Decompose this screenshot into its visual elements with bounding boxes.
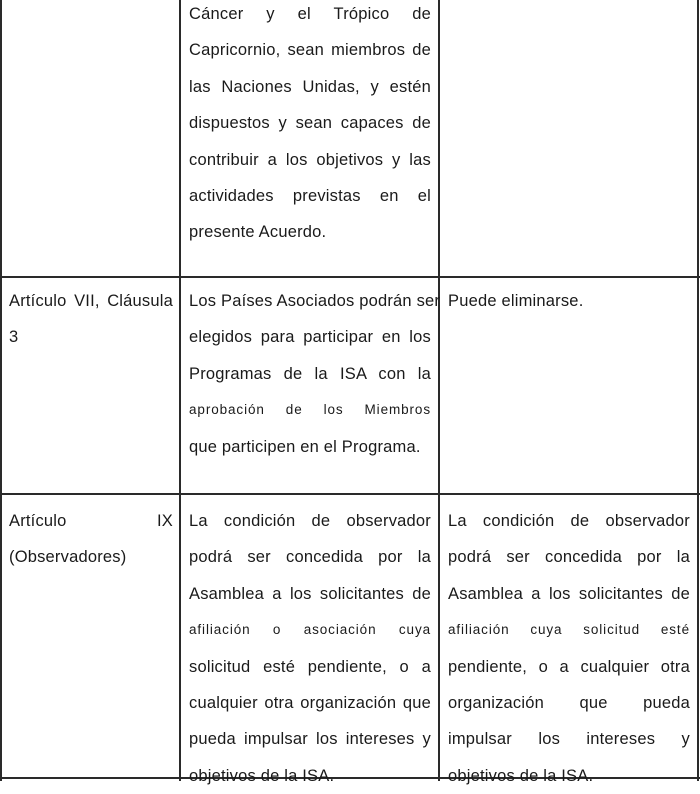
- row-1-text-cell: [189, 0, 431, 251]
- article-label: 3: [9, 328, 19, 347]
- text-line: Cáncer y el Trópico de: [189, 5, 431, 23]
- text-line: contribuir a los objetivos y las: [189, 150, 431, 169]
- text-line: Asamblea a los solicitantes de: [189, 584, 431, 603]
- row-2-original-text-cell: [189, 283, 441, 465]
- text-line: Puede eliminarse.: [448, 292, 584, 310]
- row-2-proposal-cell: [448, 283, 690, 319]
- text-line: pueda impulsar los intereses y: [189, 730, 431, 749]
- table-row-divider-2: [0, 493, 700, 495]
- text-line: presente Acuerdo.: [189, 223, 327, 242]
- text-line: las Naciones Unidas, y estén: [189, 77, 431, 96]
- article-label: Artículo IX: [9, 512, 173, 530]
- text-line: que participen en el Programa.: [189, 437, 421, 456]
- table-column-divider-3: [438, 0, 440, 781]
- text-line: Los Países Asociados podrán ser: [189, 292, 441, 310]
- row-2-article-cell: [9, 283, 173, 356]
- text-line: objetivos de la ISA.: [189, 766, 335, 785]
- text-line: pendiente, o a cualquier otra: [448, 657, 690, 676]
- text-line: objetivos de la ISA.: [448, 766, 594, 785]
- table-row-divider-1: [0, 276, 700, 278]
- text-line: elegidos para participar en los: [189, 328, 431, 347]
- article-label: (Observadores): [9, 548, 127, 567]
- table-column-divider-4: [697, 0, 699, 781]
- row-3-article-cell: [9, 503, 173, 576]
- text-line: Asamblea a los solicitantes de: [448, 584, 690, 603]
- text-line: La condición de observador: [189, 512, 431, 530]
- text-line: podrá ser concedida por la: [189, 548, 431, 567]
- text-line: cualquier otra organización que: [189, 694, 431, 713]
- table-column-divider-2: [179, 0, 181, 781]
- text-line: dispuestos y sean capaces de: [189, 114, 431, 133]
- text-line: afiliación o asociación cuya: [189, 622, 431, 638]
- text-line: La condición de observador: [448, 512, 690, 530]
- text-line: podrá ser concedida por la: [448, 548, 690, 567]
- row-3-proposal-cell: [448, 503, 690, 794]
- text-line: Capricornio, sean miembros de: [189, 41, 431, 60]
- text-line: impulsar los intereses y: [448, 730, 690, 749]
- text-line: organización que pueda: [448, 694, 690, 713]
- table-column-divider-1: [0, 0, 2, 781]
- text-line: solicitud esté pendiente, o a: [189, 657, 431, 676]
- row-3-original-text-cell: [189, 503, 431, 794]
- text-line: actividades previstas en el: [189, 187, 431, 206]
- article-label: Artículo VII, Cláusula: [9, 292, 173, 310]
- text-line: aprobación de los Miembros: [189, 402, 431, 418]
- text-line: afiliación cuya solicitud esté: [448, 622, 690, 638]
- text-line: Programas de la ISA con la: [189, 364, 431, 383]
